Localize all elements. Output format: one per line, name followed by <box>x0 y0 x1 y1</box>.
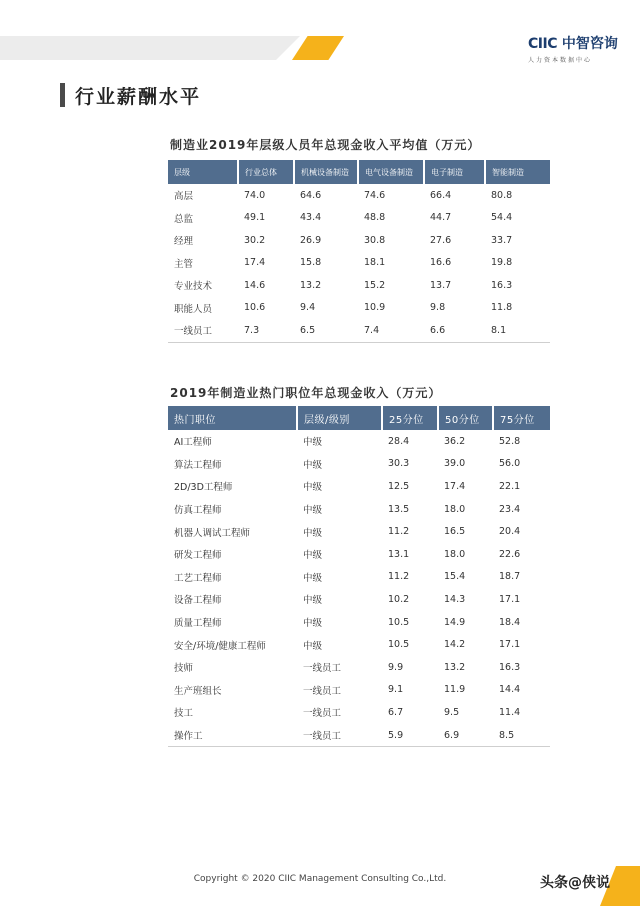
table-cell: 机器人调试工程师 <box>174 527 251 539</box>
table-cell: 16.3 <box>499 661 521 673</box>
table-cell: 18.0 <box>444 503 466 515</box>
table-cell: 48.8 <box>364 212 386 224</box>
table-cell: 中级 <box>303 550 323 562</box>
table-cell: 中级 <box>303 459 323 471</box>
table-cell: 49.1 <box>244 212 266 224</box>
table-cell: 14.9 <box>444 616 466 628</box>
section-title: 行业薪酬水平 <box>75 85 202 108</box>
table-cell: 6.9 <box>438 724 493 747</box>
table-cell: 一线员工 <box>297 724 382 747</box>
table-cell: 17.1 <box>499 639 521 651</box>
table-row <box>168 679 550 702</box>
table-row <box>168 498 550 521</box>
table-cell: 10.5 <box>388 639 410 651</box>
table-cell: 22.6 <box>499 548 521 560</box>
table-cell: 8.1 <box>485 319 550 342</box>
table-cell: 15.4 <box>444 571 466 583</box>
table-row <box>168 566 550 589</box>
table-cell: 33.7 <box>491 234 513 246</box>
table-cell: 8.5 <box>493 724 550 747</box>
table-cell: 16.3 <box>491 279 513 291</box>
table-cell: 80.8 <box>491 189 513 201</box>
table-cell: 中级 <box>303 527 323 539</box>
table-cell: 技工 <box>174 708 194 720</box>
table-cell: 7.3 <box>238 319 294 342</box>
table-cell: 中级 <box>303 618 323 630</box>
table-cell: 30.8 <box>364 234 386 246</box>
table-row <box>168 252 550 275</box>
column-header: 智能制造 <box>485 160 550 184</box>
table-row <box>168 724 550 747</box>
table-cell: 30.2 <box>244 234 266 246</box>
header-band <box>0 36 300 60</box>
table-cell: 11.4 <box>499 706 521 718</box>
table-cell: 总监 <box>174 213 194 225</box>
table2-title: 2019年制造业热门职位年总现金收入（万元） <box>170 386 442 400</box>
table-row <box>168 633 550 656</box>
table-cell: 36.2 <box>444 435 466 447</box>
table-cell: 17.1 <box>499 593 521 605</box>
column-header: 50分位 <box>438 406 493 430</box>
table-cell: 56.0 <box>499 458 521 470</box>
table-cell: 算法工程师 <box>174 459 222 471</box>
table-cell: 17.4 <box>444 480 466 492</box>
table-cell: 11.9 <box>444 684 466 696</box>
table-cell: 13.2 <box>444 661 466 673</box>
table-cell: 74.6 <box>364 189 386 201</box>
table-row <box>168 229 550 252</box>
table-cell: 7.4 <box>358 319 424 342</box>
table-row <box>168 656 550 679</box>
table-cell: 9.1 <box>388 684 404 696</box>
logo-cn: 中智咨询 <box>561 36 618 52</box>
table-row <box>168 319 550 342</box>
logo-tagline: 人力资本数据中心 <box>528 57 593 64</box>
column-header: 层级/级别 <box>297 406 382 430</box>
table-cell: 23.4 <box>499 503 521 515</box>
hot-jobs-table <box>168 406 550 747</box>
table-cell: 主管 <box>174 258 194 270</box>
table-cell: 15.2 <box>364 279 386 291</box>
table-cell: 技师 <box>174 663 194 675</box>
table1-title: 制造业2019年层级人员年总现金收入平均值（万元） <box>170 138 481 152</box>
table-cell: 18.7 <box>499 571 521 583</box>
title-bar-mark <box>60 83 65 107</box>
table-cell: 工艺工程师 <box>174 572 222 584</box>
table-cell: 13.7 <box>430 279 452 291</box>
table-cell: 19.8 <box>491 257 513 269</box>
table-row <box>168 274 550 297</box>
ciic-logo <box>528 33 628 64</box>
table-cell: 64.6 <box>300 189 322 201</box>
table-cell: 9.4 <box>300 302 316 314</box>
table-cell: 20.4 <box>499 526 521 538</box>
table-cell: 10.6 <box>244 302 266 314</box>
header-accent <box>292 36 344 60</box>
table-row <box>168 543 550 566</box>
table-cell: 12.5 <box>388 480 410 492</box>
table-cell: 16.5 <box>444 526 466 538</box>
table-cell: 26.9 <box>300 234 322 246</box>
table-cell: 中级 <box>303 505 323 517</box>
table-cell: 中级 <box>303 482 323 494</box>
copyright-footer: Copyright © 2020 CIIC Management Consulting Co.,Ltd. <box>193 874 447 884</box>
table-cell: 高层 <box>174 191 194 203</box>
table-cell: 一线员工 <box>303 685 342 697</box>
table-row <box>168 297 550 320</box>
table-cell: 经理 <box>174 236 194 248</box>
column-header: 热门职位 <box>168 406 297 430</box>
table-cell: 操作工 <box>168 724 297 747</box>
level-income-table <box>168 160 550 343</box>
table-cell: 14.6 <box>244 279 266 291</box>
table-cell: 安全/环境/健康工程师 <box>174 640 266 652</box>
table-row <box>168 207 550 230</box>
table-cell: 11.2 <box>388 526 410 538</box>
table-row <box>168 611 550 634</box>
table-cell: 22.1 <box>499 480 521 492</box>
column-header: 行业总体 <box>238 160 294 184</box>
table-cell: 中级 <box>303 572 323 584</box>
table-cell: 中级 <box>303 595 323 607</box>
table-cell: 2D/3D工程师 <box>174 482 233 494</box>
table-cell: 14.2 <box>444 639 466 651</box>
table-cell: 11.2 <box>388 571 410 583</box>
table-cell: 一线员工 <box>303 663 342 675</box>
table-cell: 9.9 <box>388 661 404 673</box>
table-cell: 17.4 <box>244 257 266 269</box>
table-cell: 职能人员 <box>174 303 213 315</box>
table-cell: 质量工程师 <box>174 618 222 630</box>
table-cell: 研发工程师 <box>174 550 222 562</box>
table-cell: 一线员工 <box>168 319 238 342</box>
table-cell: 6.5 <box>294 319 358 342</box>
table-cell: 仿真工程师 <box>174 505 222 517</box>
table-cell: 一线员工 <box>303 708 342 720</box>
table-cell: 18.0 <box>444 548 466 560</box>
column-header: 电子制造 <box>424 160 485 184</box>
table-cell: 54.4 <box>491 212 513 224</box>
logo-ciic: CIIC <box>528 36 557 52</box>
table-cell: 18.1 <box>364 257 386 269</box>
table-cell: 13.2 <box>300 279 322 291</box>
table-row <box>168 184 550 207</box>
section-heading <box>60 82 201 108</box>
table-cell: 14.3 <box>444 593 466 605</box>
column-header: 电气设备制造 <box>358 160 424 184</box>
table-row <box>168 701 550 724</box>
table-cell: 10.5 <box>388 616 410 628</box>
table-cell: 9.8 <box>430 302 446 314</box>
table-cell: 13.1 <box>388 548 410 560</box>
table-row <box>168 588 550 611</box>
table-cell: 14.4 <box>499 684 521 696</box>
table-cell: 27.6 <box>430 234 452 246</box>
table-cell: 30.3 <box>388 458 410 470</box>
column-header: 机械设备制造 <box>294 160 358 184</box>
table-cell: 生产班组长 <box>174 685 222 697</box>
table-cell: 52.8 <box>499 435 521 447</box>
table-row <box>168 430 550 453</box>
table-cell: 设备工程师 <box>174 595 222 607</box>
table-cell: 6.7 <box>388 706 404 718</box>
table-cell: 18.4 <box>499 616 521 628</box>
table-row <box>168 520 550 543</box>
table-header-row <box>168 406 550 430</box>
table-cell: 16.6 <box>430 257 452 269</box>
table-row <box>168 475 550 498</box>
column-header: 层级 <box>168 160 238 184</box>
table-cell: 11.8 <box>491 302 513 314</box>
table-cell: 中级 <box>303 640 323 652</box>
table-cell: 44.7 <box>430 212 452 224</box>
watermark: 头条@侠说 <box>540 875 610 891</box>
table-cell: AI工程师 <box>174 437 212 449</box>
table-cell: 43.4 <box>300 212 322 224</box>
table-cell: 5.9 <box>382 724 438 747</box>
table-cell: 10.2 <box>388 593 410 605</box>
table-cell: 专业技术 <box>174 281 213 293</box>
table-cell: 66.4 <box>430 189 452 201</box>
table-row <box>168 453 550 476</box>
table-cell: 中级 <box>303 437 323 449</box>
table-header-row <box>168 160 550 184</box>
table-cell: 10.9 <box>364 302 386 314</box>
column-header: 25分位 <box>382 406 438 430</box>
column-header: 75分位 <box>493 406 550 430</box>
table-cell: 28.4 <box>388 435 410 447</box>
table-cell: 13.5 <box>388 503 410 515</box>
table-cell: 15.8 <box>300 257 322 269</box>
table-cell: 9.5 <box>444 706 460 718</box>
table-cell: 39.0 <box>444 458 466 470</box>
table-cell: 6.6 <box>424 319 485 342</box>
table-cell: 74.0 <box>244 189 266 201</box>
